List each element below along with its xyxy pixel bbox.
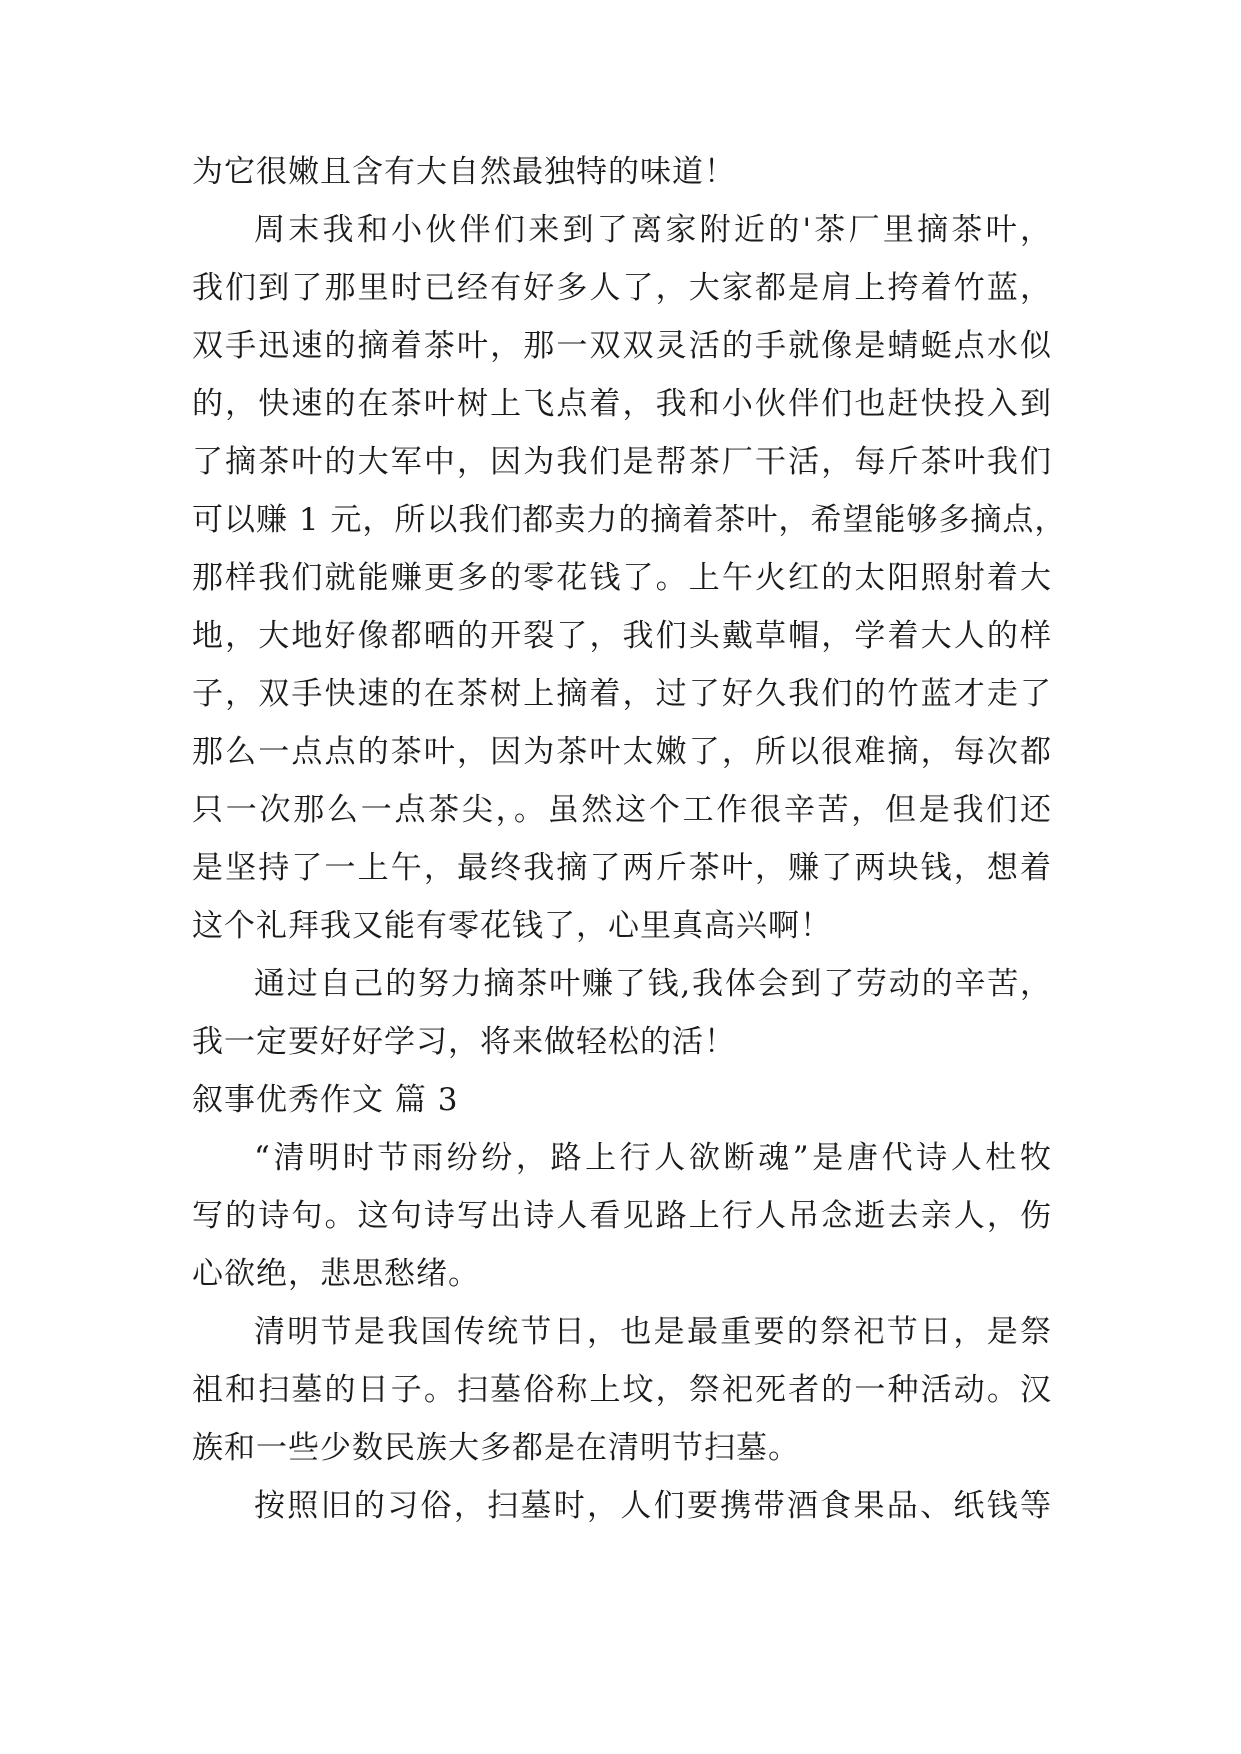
paragraph-line: “清明时节雨纷纷，路上行人欲断魂”是唐代诗人杜牧: [254, 1140, 1052, 1176]
paragraph-line: 了摘茶叶的大军中，因为我们是帮茶厂干活，每斤茶叶我们: [192, 444, 1052, 480]
paragraph-line: 我一定要好好学习，将来做轻松的活！: [192, 1024, 736, 1060]
paragraph-line: 子，双手快速的在茶树上摘着，过了好久我们的竹蓝才走了: [192, 676, 1052, 712]
paragraph-line: 那样我们就能赚更多的零花钱了。上午火红的太阳照射着大: [192, 560, 1052, 596]
paragraph-line: 这个礼拜我又能有零花钱了，心里真高兴啊！: [192, 908, 832, 944]
paragraph-line: 的，快速的在茶叶树上飞点着，我和小伙伴们也赶快投入到: [192, 386, 1052, 422]
paragraph-line: 心欲绝，悲思愁绪。: [192, 1256, 480, 1292]
paragraph-line: 只一次那么一点茶尖，。虽然这个工作很辛苦，但是我们还: [192, 792, 1052, 828]
paragraph-line: 那么一点点的茶叶，因为茶叶太嫩了，所以很难摘，每次都: [192, 734, 1052, 770]
paragraph-line: 写的诗句。这句诗写出诗人看见路上行人吊念逝去亲人，伤: [192, 1198, 1052, 1234]
paragraph-line: 祖和扫墓的日子。扫墓俗称上坟，祭祀死者的一种活动。汉: [192, 1372, 1052, 1408]
paragraph-line: 按照旧的习俗，扫墓时，人们要携带酒食果品、纸钱等: [254, 1488, 1052, 1524]
paragraph-line: 是坚持了一上午，最终我摘了两斤茶叶，赚了两块钱，想着: [192, 850, 1052, 886]
paragraph-line: 清明节是我国传统节日，也是最重要的祭祀节日，是祭: [254, 1314, 1052, 1350]
section-heading: 叙事优秀作文 篇 3: [192, 1082, 459, 1118]
paragraph-line: 双手迅速的摘着茶叶，那一双双灵活的手就像是蜻蜓点水似: [192, 328, 1052, 364]
paragraph-line: 我们到了那里时已经有好多人了，大家都是肩上挎着竹蓝，: [192, 270, 1052, 306]
paragraph-line: 地，大地好像都晒的开裂了，我们头戴草帽，学着大人的样: [192, 618, 1052, 654]
paragraph-line: 通过自己的努力摘茶叶赚了钱,我体会到了劳动的辛苦，: [254, 966, 1052, 1002]
paragraph-line: 为它很嫩且含有大自然最独特的味道！: [192, 154, 736, 190]
paragraph-line: 族和一些少数民族大多都是在清明节扫墓。: [192, 1430, 800, 1466]
paragraph-line: 可以赚 1 元，所以我们都卖力的摘着茶叶，希望能够多摘点，: [192, 502, 1067, 538]
paragraph-line: 周末我和小伙伴们来到了离家附近的'茶厂里摘茶叶，: [254, 212, 1052, 248]
